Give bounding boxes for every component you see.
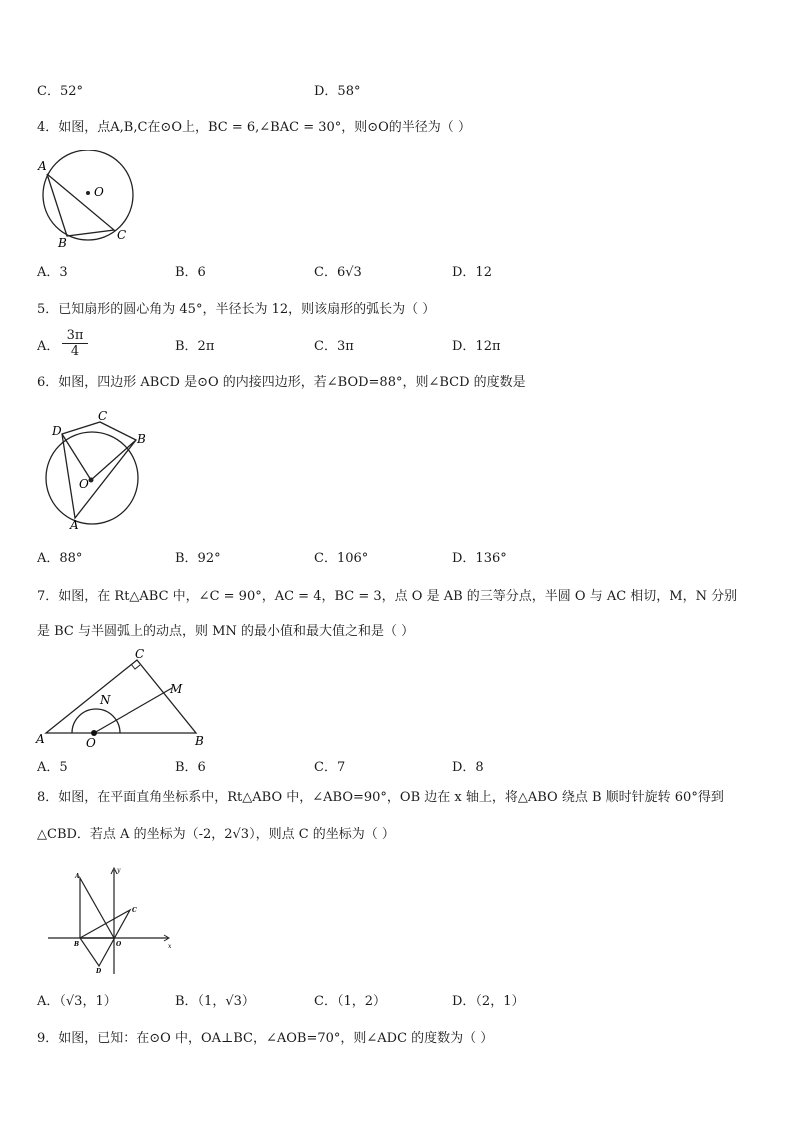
q8-stem-line1: 8．如图，在平面直角坐标系中，Rt△ABO 中，∠ABO=90°，OB 边在 x 轴上，将△ABO 绕点 B 顺时针旋转 60°得到 [37,790,724,805]
q6-label-d: D [52,424,62,438]
q4-label-a: A [38,159,47,173]
q4-option-d: D．12 [452,265,492,280]
q7-option-a: A．5 [37,760,68,775]
q8-label-x: x [168,943,172,950]
q7-option-d: D．8 [452,760,484,775]
q6-figure [42,408,150,532]
q7-stem-line2: 是 BC 与半圆弧上的动点，则 MN 的最小值和最大值之和是（ ） [37,624,415,639]
q6-label-a: A [70,518,79,532]
q5-option-c: C．3π [314,339,354,354]
q7-label-c: C [135,647,145,661]
q8-label-o: O [116,941,122,948]
q8-label-a: A [75,873,80,880]
q8-stem-line2: △CBD．若点 A 的坐标为（-2，2√3），则点 C 的坐标为（ ） [37,827,395,842]
q3-option-d: D．58° [314,84,361,99]
q8-label-b: B [74,941,80,948]
q4-label-c: C [117,228,127,242]
q4-label-b: B [58,236,67,250]
q5-option-a-fraction [62,328,88,359]
q4-option-a: A．3 [37,265,68,280]
q6-option-b: B．92° [175,551,221,566]
q4-option-c: C．6√3 [314,265,362,280]
q7-option-b: B．6 [175,760,206,775]
q5-stem: 5．已知扇形的圆心角为 45°，半径长为 12，则该扇形的弧长为（ ） [37,302,436,317]
q5-option-a-numerator: 3π [62,328,88,344]
q7-figure [34,646,214,750]
q3-option-c: C．52° [37,84,83,99]
q7-label-o: O [86,736,96,750]
q6-label-o: O [79,477,89,491]
q5-option-a [37,338,59,356]
q7-label-b: B [195,734,204,748]
q8-option-a: A．（√3，1） [37,994,117,1009]
q8-option-d: D．（2，1） [452,994,525,1009]
q8-figure [44,862,176,980]
q7-label-m: M [170,682,183,696]
q4-figure [34,150,144,250]
q5-option-a-prefix: A． [37,339,60,354]
q7-stem-line1: 7．如图，在 Rt△ABC 中，∠C = 90°，AC = 4，BC = 3，点 O 是 AB 的三等分点，半圆 O 与 AC 相切，M，N 分别 [37,589,738,604]
q6-label-b: B [137,432,146,446]
q8-label-y: y [117,867,121,874]
q9-stem: 9．如图，已知：在⊙O 中，OA⊥BC，∠AOB=70°，则∠ADC 的度数为（ ） [37,1031,494,1046]
q7-label-n: N [100,693,111,707]
q6-label-c: C [98,409,108,423]
q5-option-d: D．12π [452,339,501,354]
q8-option-b: B．（1，√3） [175,994,255,1009]
q4-label-o: O [94,185,104,199]
q4-stem: 4．如图，点A,B,C在⊙O上，BC = 6,∠BAC = 30°，则⊙O的半径为（ ） [37,120,471,135]
q8-option-c: C．（1，2） [314,994,386,1009]
q5-option-b: B．2π [175,339,215,354]
q5-option-a-denominator: 4 [70,344,80,359]
q6-stem: 6．如图，四边形 ABCD 是⊙O 的内接四边形，若∠BOD=88°，则∠BCD 的度数是 [37,375,526,390]
q8-label-c: C [132,907,137,914]
q6-option-d: D．136° [452,551,507,566]
q8-label-d: D [96,968,102,975]
q7-label-a: A [36,732,45,746]
q7-option-c: C．7 [314,760,346,775]
q6-option-a: A．88° [37,551,83,566]
q6-option-c: C．106° [314,551,369,566]
q4-option-b: B．6 [175,265,206,280]
